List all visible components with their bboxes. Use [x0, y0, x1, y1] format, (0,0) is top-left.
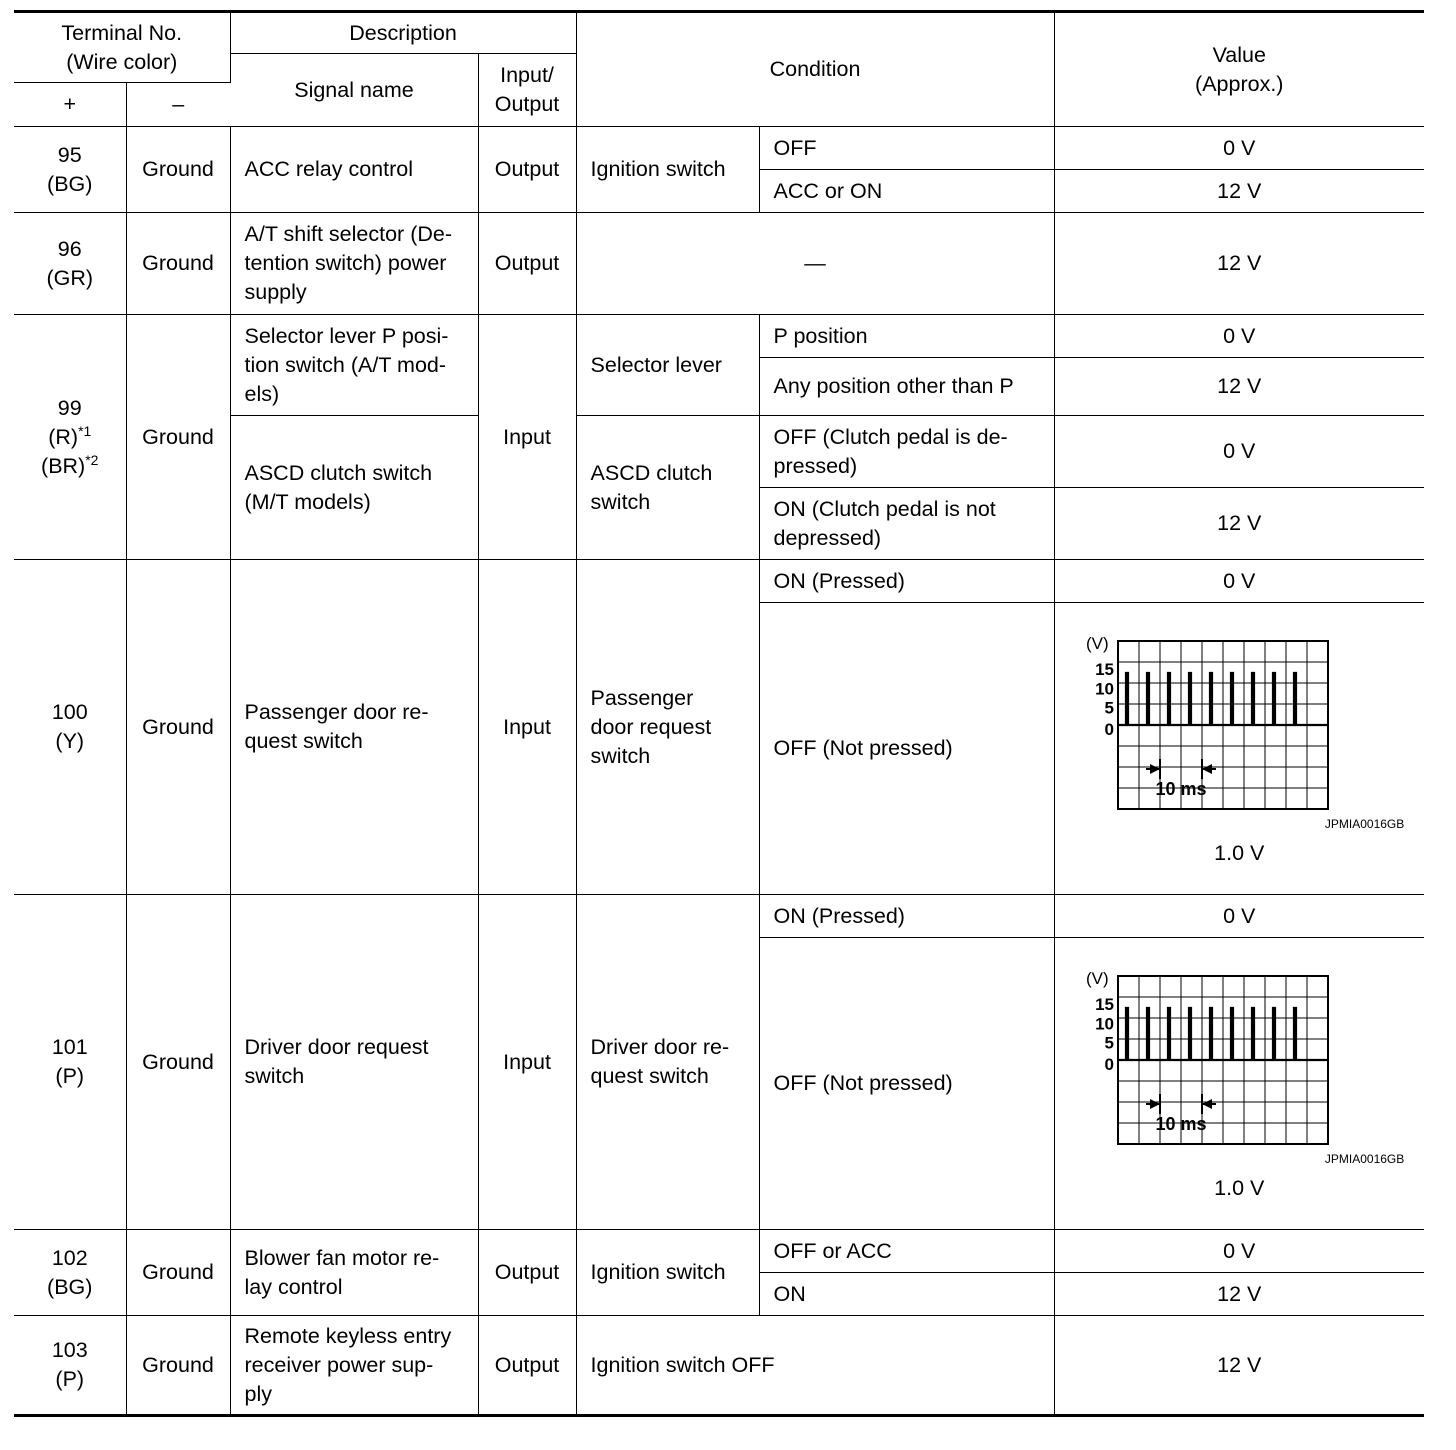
value-waveform-cell: [1054, 938, 1424, 1230]
y-tick-label: 0: [1104, 1055, 1115, 1074]
signal-name-text: Selector lever P posi- tion switch (A/T mod- els): [244, 323, 449, 406]
table-row: [14, 213, 1424, 315]
header-value: [1054, 12, 1424, 127]
io-cell: Output: [478, 127, 576, 213]
value-text: 1.0 V: [1214, 1176, 1265, 1200]
condition-main-cell: Ignition switch: [576, 127, 759, 213]
io-cell: Input: [478, 560, 576, 895]
time-scale-label: 10 ms: [1155, 779, 1207, 799]
y-tick-label: 15: [1095, 995, 1115, 1015]
header-signal-name: Signal name: [230, 54, 478, 127]
value-text: 1.0 V: [1214, 841, 1265, 865]
condition-main-cell: Ignition switch OFF: [576, 1316, 1054, 1416]
waveform-oscilloscope: [1074, 633, 1364, 813]
terminal-cell: [14, 1316, 126, 1416]
io-cell: Output: [478, 213, 576, 315]
condition-sub-cell: [759, 416, 1054, 488]
condition-sub-cell: OFF (Not pressed): [759, 603, 1054, 895]
table-row: [14, 895, 1424, 938]
wire-color: (P): [55, 1064, 85, 1088]
condition-sub-cell: OFF or ACC: [759, 1230, 1054, 1273]
terminal-number: 101: [51, 1035, 88, 1059]
y-tick-label: 10: [1095, 679, 1115, 699]
condition-main-text: Passenger door request switch: [590, 685, 712, 768]
condition-sub-cell: [759, 488, 1054, 560]
ground-cell: Ground: [126, 1230, 230, 1316]
condition-sub-cell: Any position other than P: [759, 358, 1054, 416]
io-cell: Input: [478, 315, 576, 560]
io-cell: Output: [478, 1230, 576, 1316]
y-tick-label: 5: [1104, 1033, 1115, 1053]
signal-name-text: ASCD clutch switch (M/T models): [244, 460, 433, 514]
condition-main-text: ASCD clutch switch: [590, 460, 713, 514]
signal-name-text: Blower fan motor re- lay control: [244, 1245, 440, 1299]
value-cell: 0 V: [1054, 560, 1424, 603]
signal-name-text: A/T shift selector (De- tention switch) power supply: [244, 222, 452, 304]
y-tick-label: 10: [1095, 1014, 1115, 1034]
condition-sub-cell: OFF (Not pressed): [759, 938, 1054, 1230]
y-tick-label: 5: [1104, 698, 1115, 718]
table-row: [14, 315, 1424, 358]
value-cell: 0 V: [1054, 416, 1424, 488]
condition-sub-cell: P position: [759, 315, 1054, 358]
value-cell: 12 V: [1054, 170, 1424, 213]
terminal-cell: [14, 560, 126, 895]
footnote-ref-2: *2: [85, 451, 99, 468]
ground-cell: Ground: [126, 895, 230, 1230]
value-waveform-cell: [1054, 603, 1424, 895]
condition-sub-text: OFF (Clutch pedal is de- pressed): [773, 424, 1008, 478]
condition-sub-text: ON (Clutch pedal is not depressed): [773, 496, 996, 550]
figure-code: JPMIA0016GB: [1324, 817, 1405, 831]
signal-name-text: Remote keyless entry receiver power sup- ply: [244, 1323, 452, 1406]
value-cell: 12 V: [1054, 1316, 1424, 1416]
wire-color: (GR): [46, 265, 94, 290]
figure-code: JPMIA0016GB: [1324, 1152, 1405, 1166]
waveform-figure: [1074, 629, 1404, 833]
value-cell: 0 V: [1054, 1230, 1424, 1273]
terminal-cell: [14, 213, 126, 315]
terminal-number: 96: [57, 236, 82, 261]
wire-color-b-text: (BR): [41, 453, 86, 478]
header-input-output: [478, 54, 576, 127]
value-cell: 12 V: [1054, 358, 1424, 416]
ground-cell: Ground: [126, 315, 230, 560]
y-tick-label: 0: [1104, 720, 1115, 739]
wire-color-a-text: (R): [48, 424, 79, 449]
arrowhead: [1202, 1099, 1212, 1109]
terminal-cell: [14, 315, 126, 560]
terminal-number: 100: [51, 700, 88, 724]
terminal-number: 102: [51, 1245, 88, 1270]
terminal-cell: [14, 127, 126, 213]
terminal-number: 95: [57, 142, 82, 167]
time-scale-label: 10 ms: [1155, 1114, 1207, 1134]
value-cell: 0 V: [1054, 315, 1424, 358]
condition-main-text: Driver door re- quest switch: [590, 1035, 730, 1088]
signal-name-cell: [230, 895, 478, 1230]
arrowhead: [1150, 1099, 1160, 1109]
value-cell: 12 V: [1054, 213, 1424, 315]
wire-color: (Y): [55, 729, 85, 753]
header-condition: Condition: [576, 12, 1054, 127]
ground-cell: Ground: [126, 127, 230, 213]
condition-main-cell: [576, 895, 759, 1230]
condition-sub-cell: ON (Pressed): [759, 895, 1054, 938]
terminal-number: 99: [57, 395, 82, 420]
signal-name-text: Driver door request switch: [244, 1035, 429, 1088]
y-unit-label: (V): [1086, 634, 1109, 653]
signal-name-text: Passenger door re- quest switch: [244, 700, 429, 753]
signal-name-cell: [230, 213, 478, 315]
terminal-spec-table: [14, 10, 1424, 1417]
condition-main-cell: —: [576, 213, 1054, 315]
header-terminal-no-text: Terminal No. (Wire color): [61, 20, 183, 74]
signal-name-cell: [230, 1230, 478, 1316]
terminal-number: 103: [51, 1338, 88, 1362]
header-value-text: Value (Approx.): [1195, 42, 1284, 96]
io-cell: Output: [478, 1316, 576, 1416]
signal-name-cell: [230, 315, 478, 416]
terminal-cell: [14, 895, 126, 1230]
condition-main-cell: [576, 416, 759, 560]
ground-cell: Ground: [126, 560, 230, 895]
header-input-output-text: Input/ Output: [494, 63, 560, 116]
header-minus: –: [126, 83, 230, 127]
condition-sub-cell: OFF: [759, 127, 1054, 170]
footnote-ref-1: *1: [78, 422, 92, 439]
table-row: [14, 1230, 1424, 1273]
y-unit-label: (V): [1086, 969, 1109, 988]
signal-name-cell: ACC relay control: [230, 127, 478, 213]
wire-color: (BG): [47, 171, 93, 196]
value-cell: 0 V: [1054, 895, 1424, 938]
wire-color: (P): [55, 1367, 85, 1391]
y-tick-label: 15: [1095, 660, 1115, 680]
table-row: [14, 560, 1424, 603]
waveform-oscilloscope: [1074, 968, 1364, 1148]
waveform-figure: [1074, 964, 1404, 1168]
condition-sub-cell: ON (Pressed): [759, 560, 1054, 603]
header-terminal-no: [14, 12, 230, 83]
header-row-1: [14, 12, 1424, 54]
header-plus: +: [14, 83, 126, 127]
arrowhead: [1202, 764, 1212, 774]
condition-main-cell: Selector lever: [576, 315, 759, 416]
wire-color: (BG): [47, 1274, 93, 1299]
arrowhead: [1150, 764, 1160, 774]
header-description: Description: [230, 12, 576, 54]
wire-color-a: [28, 423, 112, 452]
condition-sub-cell: ACC or ON: [759, 170, 1054, 213]
condition-main-cell: Ignition switch: [576, 1230, 759, 1316]
io-cell: Input: [478, 895, 576, 1230]
wire-color-b: [28, 452, 112, 481]
table-row: [14, 1316, 1424, 1416]
condition-sub-cell: ON: [759, 1273, 1054, 1316]
ground-cell: Ground: [126, 213, 230, 315]
value-cell: 12 V: [1054, 488, 1424, 560]
condition-main-cell: [576, 560, 759, 895]
table-row: [14, 127, 1424, 170]
value-cell: 0 V: [1054, 127, 1424, 170]
value-cell: 12 V: [1054, 1273, 1424, 1316]
signal-name-cell: [230, 416, 478, 560]
signal-name-cell: [230, 560, 478, 895]
terminal-cell: [14, 1230, 126, 1316]
signal-name-cell: [230, 1316, 478, 1416]
ground-cell: Ground: [126, 1316, 230, 1416]
